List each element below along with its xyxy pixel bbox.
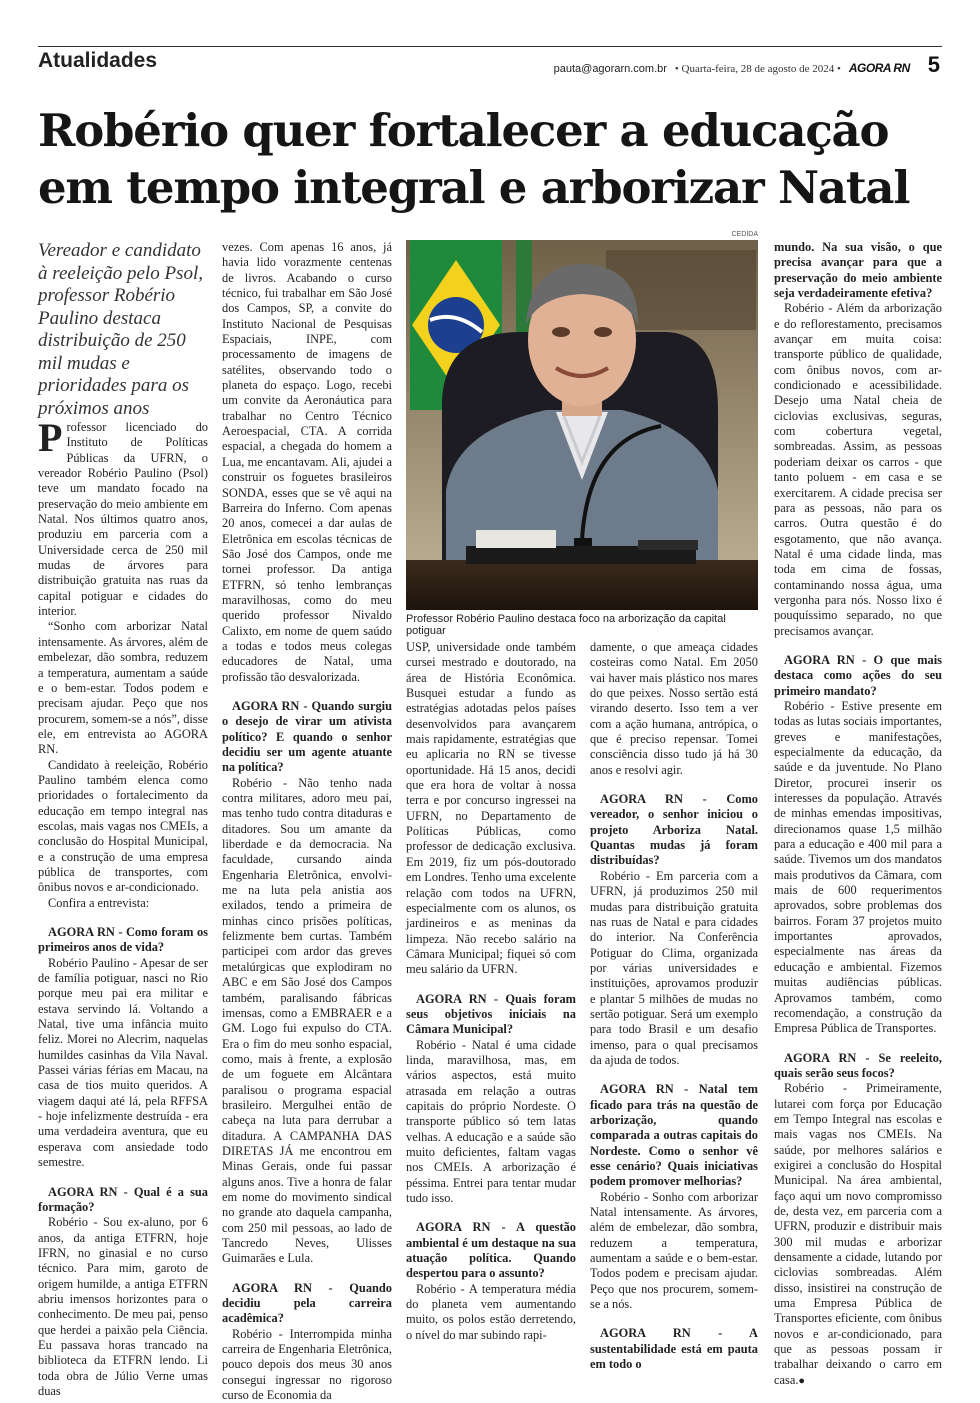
article-paragraph: Robério - Natal é uma cidade linda, maravilhosa, mas, em vários aspectos, está muito atrasada em relação a outras capitais do próprio Nordeste. O transporte público só tem latas velhas. A educação e a saúde são muito deficientes, faltam vagas nos CMEIs. A arborização é péssima. Entrei para tentar mudar tudo isso.	[406, 1037, 576, 1206]
interview-question: AGORA RN - Quando decidiu pela carreira acadêmica?	[222, 1280, 392, 1326]
article-paragraph: Robério - A temperatura média do planeta vem aumentando muito, os polos estão derretendo, o nível do mar subindo rapi-	[406, 1281, 576, 1342]
article-paragraph: Robério - Estive presente em todas as lutas sociais importantes, greves e manifestações, especialmente da educação, da saúde e da juventude. No Plano Diretor, procurei inserir os interesses da população. Através de minhas emendas impositivas, direcionamos quase 1,5 milhão para a educação e 400 mil para a saúde. Tivemos um dos mandatos mais produtivos da Câmara, com mais de 600 requerimentos aprovados, sobre problemas dos bairros. Foram 37 projetos muito importantes aprovados, especialmente nas áreas da educação e ambiental. Fizemos muitas audiências públicas. Aprovamos também, como recomendação, a construção da Empresa Pública de Transportes.	[774, 698, 942, 1036]
article-paragraph: vezes. Com apenas 16 anos, já havia lido vorazmente centenas de livros. Acabando o curso técnico, fui trabalhar em São José dos Campos, SP, a convite do Instituto Nacional de Pesquisas Espaciais, INPE, com processamento de imagens de satélites, observando todo o planeta do espaço. Logo, recebi um convite da Aeronáutica para trabalhar no Centro Técnico Aeroespacial, CTA. A corrida espacial, a chegada do homem a Lua, me encantavam. Ali, ajudei a construir os foguetes brasileiros SONDA, esses que se vê aqui na Barreira do Inferno. Com apenas 20 anos, comecei a dar aulas de Eletrônica em escolas técnicas de São José dos Campos, onde me tornei professor. Da antiga ETFRN, só tenho lembranças maravilhosas, como do meu querido professor Nivaldo Calixto, em nome de quem saúdo a todas e todos meus colegas educadores de Natal, uma profissão tão desvalorizada.	[222, 240, 392, 684]
interview-question: AGORA RN - A sustentabilidade está em pauta em todo o	[590, 1326, 758, 1372]
paragraph-text: rofessor licenciado do Instituto de Políticas Públicas da UFRN, o vereador Robério Paulino (Psol) teve um mandato focado na preservação do meio ambiente em Natal. Nos últimos quatro anos, produziu em parceria com a Universidade cerca de 250 mil mudas de árvores para distribuição gratuita nas ruas da capital potiguar e cidades do interior.	[38, 420, 208, 619]
article-paragraph: Robério - Sou ex-aluno, por 6 anos, da antiga ETFRN, hoje IFRN, no ginasial e no curso técnico. Para mim, garoto de origem humilde, a antiga ETFRN abriu imensos horizontes para o conhecimento. De meu pai, penso que herdei a paixão pela Ciência. Eu passava horas trancado na biblioteca da ETFRN lendo. Li toda obra de Júlio Verne umas duas	[38, 1215, 208, 1398]
photo-caption: Professor Robério Paulino destaca foco na arborização da capital potiguar	[406, 613, 726, 637]
article-lead: Vereador e candidato à reeleição pelo Psol, professor Robério Paulino destaca distribuição de 250 mil mudas e prioridades para os próximos anos	[38, 240, 203, 419]
article-column-5	[774, 240, 942, 1389]
photo-credit: CEDIDA	[731, 231, 758, 238]
end-mark-icon: ●	[798, 1374, 806, 1387]
article-paragraph: Robério - Não tenho nada contra militares, adoro meu pai, mas tenho tudo contra ditaduras e ditadores. Sou um amante da liberdade e da democracia. Na faculdade, cursando ainda Engenharia Eletrônica, envolvi-me na luta pela anistia aos exilados, tendo a primeira de minhas cinco prisões políticas, felizmente bem curtas. Também participei com ardor das greves metalúrgicas que explodiram no ABC e em São José dos Campos também, paralisando fábricas imensas, como a EMBRAER e a GM. Logo fui expulso do CTA. Era o fim do meu sonho espacial, como, mais à frente, a explosão de um foguete em Alcântara paralisou o programa espacial brasileiro. Mergulhei então de cabeça na luta para derrubar a ditadura. A CAMPANHA DAS DIRETAS JÁ me encontrou em Minas Gerais, onde fui passar alguns anos. Tive a honra de falar em nome do movimento sindical no grande ato daquela campanha, com 250 mil pessoas, ao lado de Tancredo Neves, Ulisses Guimarães e Lula.	[222, 775, 392, 1266]
article-column-4	[590, 640, 758, 1372]
interview-question: AGORA RN - Quando surgiu o desejo de virar um ativista político? E quando o senhor decidiu ser um agente atuante na política?	[222, 698, 392, 775]
article-paragraph: Robério - Em parceria com a UFRN, já produzimos 250 mil mudas para distribuição gratuita nas ruas de Natal e para cidades do interior. Na Conferência Potiguar do Clima, organizada por várias universidades e instituições, aprovamos produzir e plantar 5 milhões de mudas no sertão potiguar. Será um exemplo para todo Brasil e um desafio imenso, para o qual precisamos da ajuda de todos.	[590, 868, 758, 1067]
article-paragraph: Robério - Além da arborização e do reflorestamento, precisamos avançar em muita coisa: transporte público de qualidade, com ônibus novos, com ar-condicionado e acessibilidade. Desejo uma Natal cheia de ciclovias exclusivas, seguras, com cobertura vegetal, sombreadas. Assim, as pessoas poderiam deixar os carros - que tanto poluem - em casa e se exercitarem. A cidade precisa ser para as pessoas, não para os carros. Outra questão é do esgotamento, que não avança. Natal é uma cidade linda, mas toda em cima de fossas, contaminando nossa água, uma vergonha para nós. Nosso lixo é pouquíssimo separado, no que precisamos avançar.	[774, 301, 942, 638]
interview-question: mundo. Na sua visão, o que precisa avançar para que a preservação do meio ambiente seja verdadeiramente efetiva?	[774, 240, 942, 301]
article-photo	[406, 231, 758, 610]
headline: Robério quer fortalecer a educação em tempo integral e arborizar Natal	[38, 104, 910, 214]
article-column-3	[406, 640, 576, 1343]
page-number: 5	[927, 52, 940, 77]
portrait-photo-image	[406, 240, 758, 610]
paragraph-text: Robério - Primeiramente, lutarei com força por Educação em Tempo Integral nas escolas e mais vagas nos CMEIs. Na saúde, por melhores salários e exigirei a conclusão do Hospital Municipal. Na área ambiental, faço aqui um novo compromisso de, desta vez, em parceria com a UFRN, produzir e distribuir mais 300 mil mudas e arborizar densamente a cidade, lutando por ciclovias sombreadas. Além disso, insistirei na construção de uma Empresa Pública de Transportes eficiente, com ônibus novos e ar-condicionado, para que as pessoas possam ir trabalhar deixando o carro em casa.	[774, 1081, 942, 1387]
article-paragraph	[38, 415, 208, 619]
interview-question: AGORA RN - Como vereador, o senhor iniciou o projeto Arboriza Natal. Quantas mudas já foram distribuídas?	[590, 792, 758, 868]
interview-question: AGORA RN - O que mais destaca como ações do seu primeiro mandato?	[774, 652, 942, 698]
article-paragraph: Robério Paulino - Apesar de ser de família potiguar, nasci no Rio porque meu pai era militar e estava servindo lá. Voltando a Natal, tive uma infância muito feliz. Morei no Alecrim, naquelas humildes casinhas da Vila Naval. Passei várias férias em Macau, na casa de tios muito queridos. A viagem daqui até lá, pela RFFSA - hoje infelizmente destruída - era uma verdadeira aventura, que eu esperava com ansiedade todo semestre.	[38, 955, 208, 1170]
article-paragraph: USP, universidade onde também cursei mestrado e doutorado, na área de História Econômica. Busquei estudar a fundo as estratégias adotadas pelos países desenvolvidos para avançarem mais rapidamente, estratégias que eu aplicaria no RN se tivesse oportunidade. Há 15 anos, decidi que era hora de voltar à nossa terra e por concurso ingressei na UFRN, no Departamento de Políticas Públicas, como professor de dedicação exclusiva. Em 2019, fiz um pós-doutorado em Londres. Tenho uma excelente relação com todos na UFRN, especialmente com os alunos, os jardineiros e as meninas da limpeza. Não recebo salário na Câmara Municipal; fiquei só com meu salário da UFRN.	[406, 640, 576, 977]
article-column-2	[222, 240, 392, 1403]
interview-question: AGORA RN - Quais foram seus objetivos iniciais na Câmara Municipal?	[406, 991, 576, 1037]
article-paragraph: Robério - Sonho com arborizar Natal intensamente. As árvores, além de embelezar, dão sombra, reduzem a temperatura, aumentam a saúde e o bem-estar. Todos podem e precisam ajudar. Peço que nos procurem, somem-se a nós.	[590, 1189, 758, 1312]
contact-email[interactable]: pauta@agorarn.com.br	[553, 63, 667, 75]
page-header	[554, 52, 940, 78]
article-column-1	[38, 240, 208, 1399]
section-title: Atualidades	[38, 49, 158, 72]
interview-question: AGORA RN - A questão ambiental é um destaque na sua atuação política. Quando despertou para o assunto?	[406, 1220, 576, 1281]
issue-date: • Quarta-feira, 28 de agosto de 2024 •	[674, 63, 841, 75]
interview-question: AGORA RN - Como foram os primeiros anos de vida?	[38, 925, 208, 955]
article-paragraph: Confira a entrevista:	[48, 895, 150, 910]
interview-question: AGORA RN - Qual é a sua formação?	[38, 1184, 208, 1214]
newspaper-logo: AGORA RN	[848, 61, 910, 75]
article-paragraph: Robério - Interrompida minha carreira de Engenharia Eletrônica, pouco depois dos meus 30 anos consegui ingressar no rigoroso curso de Economia da	[222, 1326, 392, 1403]
article-paragraph: “Sonho com arborizar Natal intensamente. As árvores, além de embelezar, dão sombra, reduzem a temperatura, aumentam a saúde e o bem-estar. Todos podem e precisam ajudar. Peço que nos procurem, somem-se a nós”, disse ele, em entrevista ao AGORA RN.	[38, 619, 208, 757]
article-paragraph	[774, 1081, 942, 1389]
header-rule	[38, 46, 942, 47]
interview-question: AGORA RN - Natal tem ficado para trás na questão de arborização, quando comparada a outras capitais do Nordeste. Como o senhor vê esse cenário? Quais iniciativas podem promover melhorias?	[590, 1082, 758, 1189]
article-paragraph: Candidato à reeleição, Robério Paulino também elenca como prioridades o fortalecimento da educação em tempo integral nas escolas, mais vagas nos CMEIs, a conclusão do Hospital Municipal, e a construção de uma empresa pública de transportes, com ônibus novos e ar-condicionado.	[38, 757, 208, 895]
interview-question: AGORA RN - Se reeleito, quais serão seus focos?	[774, 1050, 942, 1080]
drop-cap: P	[38, 415, 63, 460]
article-paragraph: damente, o que ameaça cidades costeiras como Natal. Em 2050 vai haver mais plástico nos mares do que peixes. Nosso sertão está virando deserto. Isso tem a ver com a ação humana, antrópica, o que é preciso repensar. Tomei consciência disso tudo já há 30 anos e resolvi agir.	[590, 640, 758, 777]
